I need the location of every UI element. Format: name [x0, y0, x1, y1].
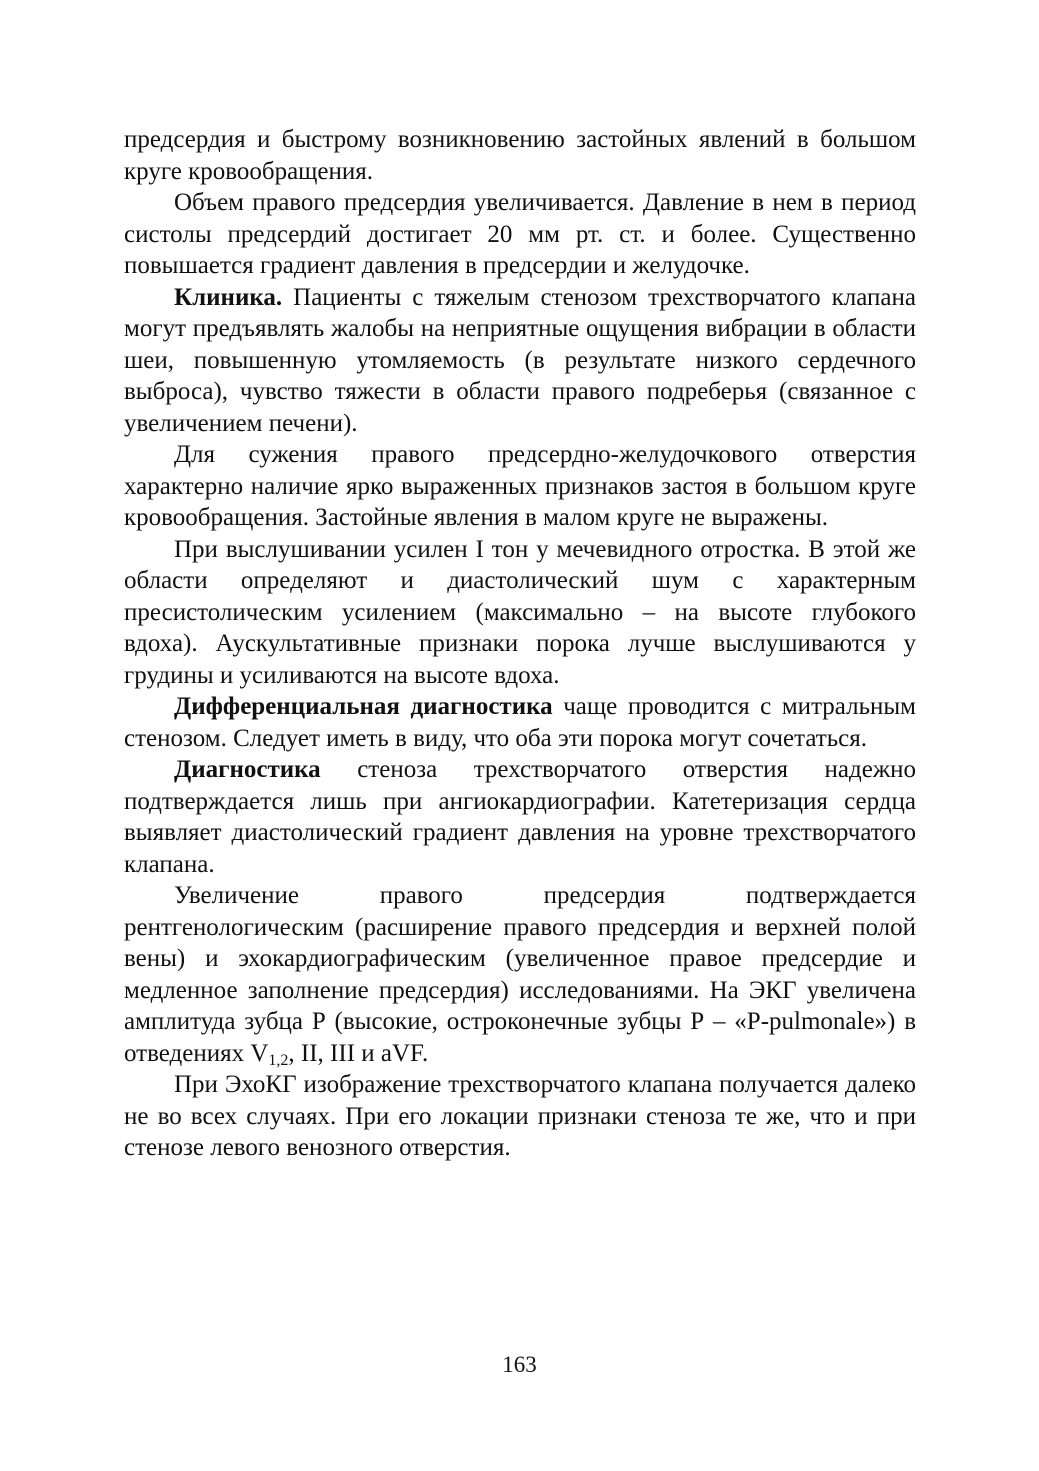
- section-heading-differential-diagnosis: Дифференциальная диагностика: [174, 693, 553, 720]
- paragraph-text: Пациенты с тяжелым стенозом трехстворчатого клапана могут предъявлять жалобы на неприятные ощущения вибрации в области шеи, повышенную утомляемость (в результате низкого сердечного выброса), чувство тяжести в области правого подреберья (связанное с увеличением печени).: [124, 283, 916, 437]
- paragraph-diagnosis: [124, 754, 916, 880]
- paragraph-text-after: , II, III и aVF.: [288, 1039, 429, 1067]
- paragraph-differential-diagnosis: [124, 691, 916, 754]
- paragraph-text: Увеличение правого предсердия подтверждается рентгенологическим (расширение правого предсердия и верхней полой вены) и эхокардиографическим (увеличенное правое предсердие и медленное заполнение предсердия) исследованиями. На ЭКГ увеличена амплитуда зубца Р (высокие, остроконечные зубцы Р – «P-pulmonale») в отведениях V: [124, 882, 916, 1067]
- paragraph-text: стеноза трехстворчатого отверстия надежно подтверждается лишь при ангиокардиографии. Катетеризация сердца выявляет диастолический градиент давления на уровне трехстворчатого клапана.: [124, 756, 916, 878]
- paragraph-text: чаще проводится с митральным стенозом. Следует иметь в виду, что оба эти порока могут сочетаться.: [124, 693, 916, 752]
- paragraph: [124, 534, 916, 692]
- page-body: [124, 124, 916, 1164]
- section-heading-clinic: Клиника.: [174, 283, 283, 311]
- paragraph: [124, 124, 916, 187]
- paragraph-text: предсердия и быстрому возникновению застойных явлений в большом круге кровообращения.: [124, 126, 916, 185]
- paragraph-text: При выслушивании усилен I тон у мечевидного отростка. В этой же области определяют и диастолический шум с характерным пресистолическим усилением (максимально – на высоте глубокого вдоха). Аускультативные признаки порока лучше выслушиваются у грудины и усиливаются на высоте вдоха.: [124, 535, 916, 689]
- paragraph-text: Для сужения правого предсердно-желудочкового отверстия характерно наличие ярко выраженных признаков застоя в большом круге кровообращения. Застойные явления в малом круге не выражены.: [124, 441, 916, 531]
- lead-subscript: 1,2: [268, 1051, 289, 1069]
- paragraph: [124, 439, 916, 534]
- paragraph-clinic: [124, 282, 916, 440]
- paragraph: [124, 1069, 916, 1164]
- paragraph: [124, 187, 916, 282]
- paragraph-text: Объем правого предсердия увеличивается. Давление в нем в период систолы предсердий достигает 20 мм рт. ст. и более. Существенно повышается градиент давления в предсердии и желудочке.: [124, 189, 916, 279]
- section-heading-diagnosis: Диагностика: [174, 756, 321, 783]
- paragraph-text: При ЭхоКГ изображение трехстворчатого клапана получается далеко не во всех случаях. При его локации признаки стеноза те же, что и при стенозе левого венозного отверстия.: [124, 1071, 916, 1161]
- paragraph: [124, 880, 916, 1069]
- page-number: 163: [502, 1352, 537, 1377]
